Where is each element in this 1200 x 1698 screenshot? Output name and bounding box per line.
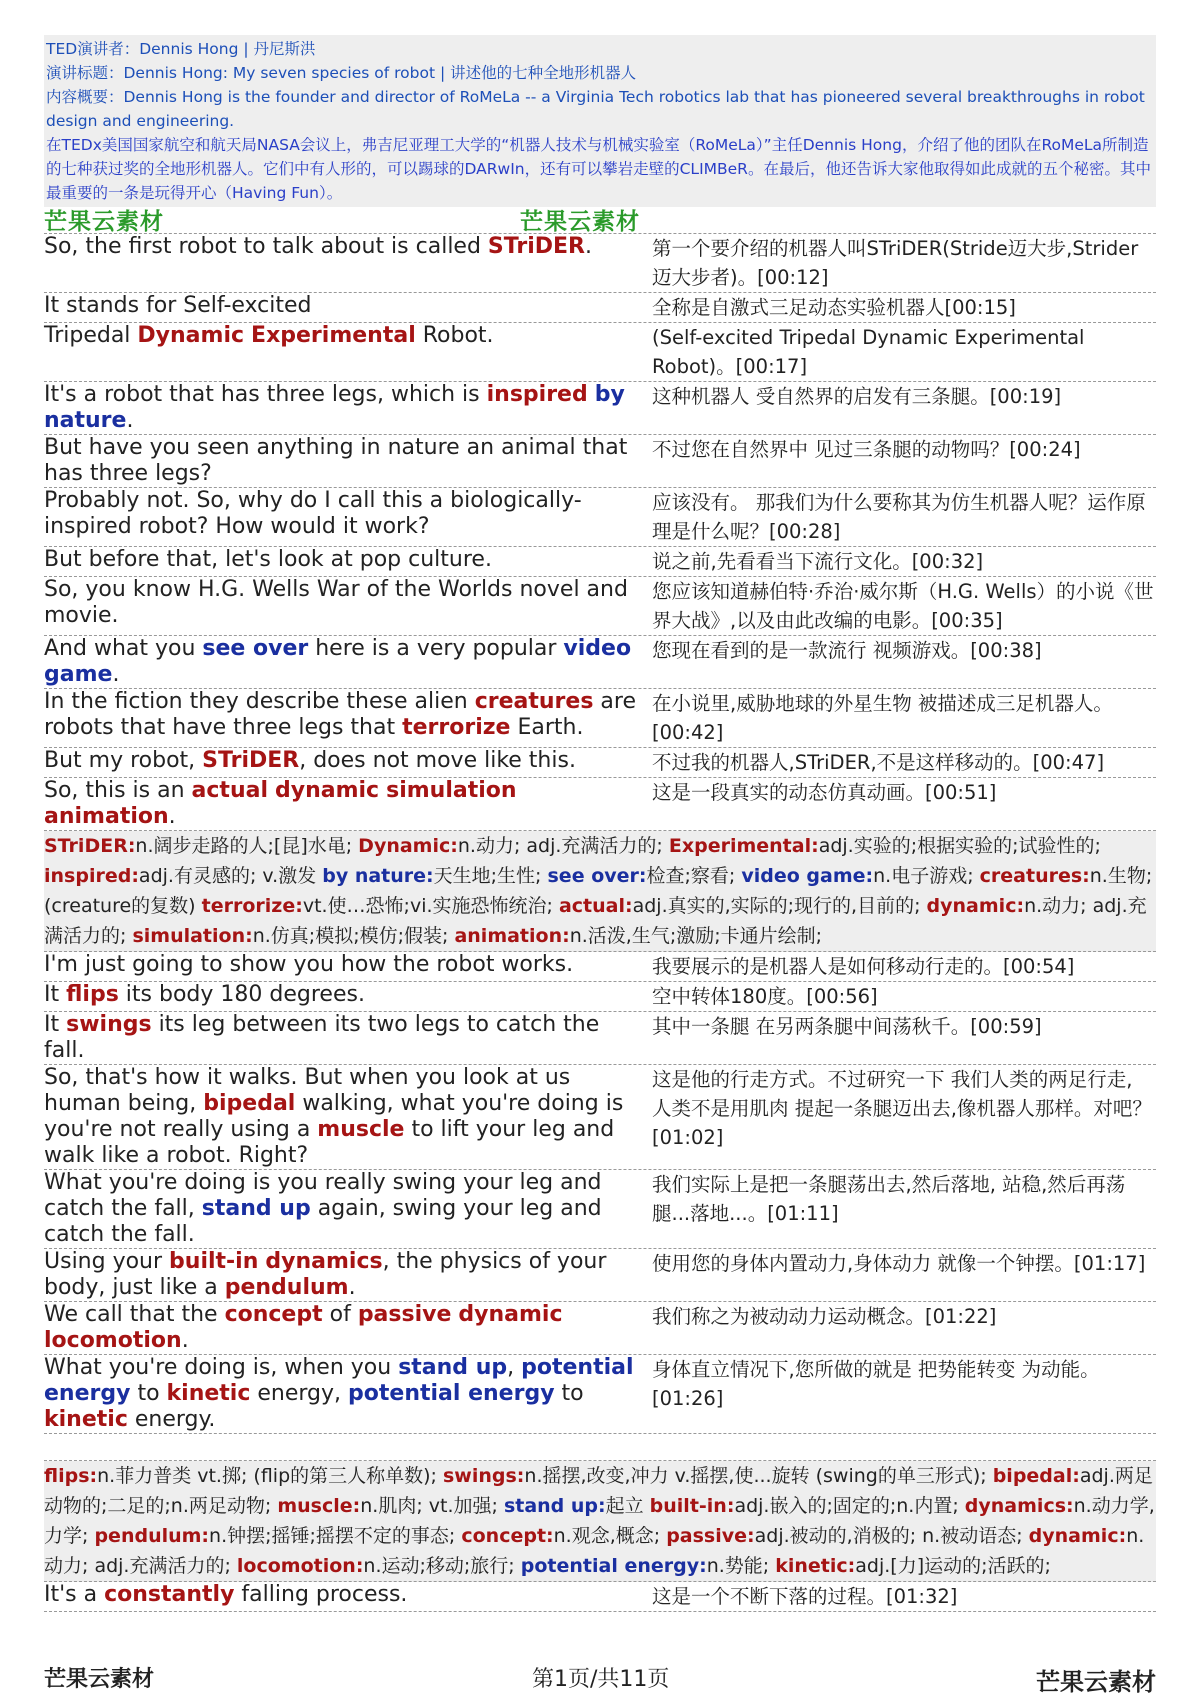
- english-sentence: [44, 1065, 650, 1169]
- chinese-translation: 我们称之为被动动力运动概念。[01:22]: [652, 1305, 997, 1328]
- sentence-text: What you're doing is you really swing your leg and catch the fall,: [44, 1170, 602, 1221]
- english-sentence: [44, 748, 650, 777]
- sentence-text: So, this is an: [44, 778, 192, 803]
- vocab-word: STriDER:: [44, 835, 136, 857]
- vocab-word: locomotion:: [236, 1555, 364, 1577]
- chinese-translation: 这是一段真实的动态仿真动画。[00:51]: [652, 781, 997, 804]
- keyword: potential energy: [348, 1381, 555, 1406]
- transcript-row: [44, 293, 1156, 323]
- chinese-translation: 您应该知道赫伯特·乔治·威尔斯（H.G. Wells）的小说《世界大战》,以及由此改编的电影。[00:35]: [652, 580, 1154, 632]
- english-sentence: [44, 952, 650, 981]
- english-sentence: [44, 435, 650, 487]
- vocab-word: terrorize:: [201, 895, 303, 917]
- vocab-word: stand up:: [503, 1495, 606, 1517]
- transcript-row: [44, 1065, 1156, 1170]
- sentence-text: are robots that have three legs that: [44, 689, 636, 740]
- transcript-row: [44, 1249, 1156, 1302]
- keyword: inspired: [486, 382, 588, 407]
- sentence-text: .: [168, 804, 176, 829]
- sentence-text: What you're doing is, when you: [44, 1355, 399, 1380]
- sentence-text: its leg between its two legs to catch the fall.: [44, 1012, 600, 1063]
- transcript-row: [44, 748, 1156, 778]
- vocab-word: flips:: [44, 1465, 98, 1487]
- keyword: kinetic: [166, 1381, 251, 1406]
- chinese-translation: 这种机器人 受自然界的启发有三条腿。[00:19]: [652, 385, 1062, 408]
- vocab-definition: 天生地;生性;: [433, 865, 548, 887]
- vocab-definition: adj.[力]运动的;活跃的;: [855, 1555, 1051, 1577]
- keyword: STriDER: [202, 748, 300, 773]
- sentence-text: But my robot,: [44, 748, 203, 773]
- page-footer: [44, 1662, 1156, 1696]
- keyword: actual: [191, 778, 268, 803]
- vocab-word: pendulum:: [94, 1525, 210, 1547]
- sentence-text: So, that's how it walks. But when you look at us human being,: [44, 1065, 571, 1116]
- vocab-definition: n.动力学,力学;: [44, 1495, 1155, 1547]
- footer-watermark-left: 芒果云素材: [44, 1667, 155, 1692]
- sentence-text: .: [112, 662, 120, 687]
- vocab-word: dynamics:: [964, 1495, 1074, 1517]
- vocab-word: dynamic:: [1028, 1525, 1127, 1547]
- vocab-definition: n.活泼,生气;激励;卡通片绘制;: [569, 925, 823, 947]
- vocab-word: built-in:: [649, 1495, 735, 1517]
- vocab-definition: n.势能;: [706, 1555, 776, 1577]
- sentence-text: So, you know H.G. Wells War of the Worlds novel and movie.: [44, 577, 628, 628]
- english-sentence: [44, 488, 650, 546]
- document-page: [44, 35, 1156, 1612]
- english-sentence: [44, 293, 650, 322]
- page-number: 第1页/共11页: [532, 1667, 670, 1692]
- vocab-definition: n.电子游戏;: [873, 865, 980, 887]
- vocab-definition: n.摇摆,改变,冲力 v.摇摆,使...旋转 (swing的单三形式);: [524, 1465, 993, 1487]
- header-block: [44, 35, 1156, 207]
- vocab-word: inspired:: [44, 865, 139, 887]
- transcript-row: [44, 689, 1156, 748]
- vocab-definition: vt.使…恐怖;vi.实施恐怖统治;: [302, 895, 559, 917]
- vocab-definition: adj.真实的,实际的;现行的,目前的;: [632, 895, 927, 917]
- keyword: kinetic: [44, 1407, 128, 1432]
- sentence-text: [268, 778, 275, 803]
- sentence-text: here is a very popular: [308, 636, 564, 661]
- transcript-row: [44, 234, 1156, 293]
- keyword: terrorize: [402, 715, 511, 740]
- sentence-text: In the fiction they describe these alien: [44, 689, 475, 714]
- vocab-definition: adj.嵌入的;固定的;n.内置;: [734, 1495, 965, 1517]
- english-sentence: [44, 382, 650, 434]
- english-sentence: [44, 234, 650, 292]
- sentence-text: .: [584, 234, 592, 259]
- vocab-word: muscle:: [277, 1495, 361, 1517]
- chinese-translation: 不过我的机器人,STriDER,不是这样移动的。[00:47]: [652, 751, 1105, 774]
- watermark-row: [44, 207, 1156, 234]
- summary-line: 内容概要：Dennis Hong is the founder and director of RoMeLa -- a Virginia Tech robotics lab that has pioneered several breakthroughs in robot design and engineering.: [46, 88, 1145, 130]
- vocab-definition: n.阔步走路的人;[昆]水黾;: [135, 835, 359, 857]
- transcript-row: [44, 1170, 1156, 1249]
- vocab-word: simulation:: [132, 925, 253, 947]
- sentence-text: But before that, let's look at pop culture.: [44, 547, 492, 572]
- keyword: pendulum: [224, 1275, 349, 1300]
- chinese-translation: 使用您的身体内置动力,身体动力 就像一个钟摆。[01:17]: [652, 1252, 1146, 1275]
- vocab-block-1: [44, 831, 1156, 952]
- sentence-text: Using your: [44, 1249, 170, 1274]
- sentence-text: energy.: [127, 1407, 216, 1432]
- chinese-translation: 空中转体180度。[00:56]: [652, 985, 878, 1008]
- sentence-text: to: [554, 1381, 584, 1406]
- vocab-word: potential energy:: [520, 1555, 707, 1577]
- keyword: muscle: [317, 1117, 405, 1142]
- sentence-text: of: [322, 1302, 358, 1327]
- transcript-row: [44, 547, 1156, 577]
- chinese-translation: 其中一条腿 在另两条腿中间荡秋千。[00:59]: [652, 1015, 1042, 1038]
- sentence-text: Tripedal: [44, 323, 138, 348]
- keyword: flips: [66, 982, 119, 1007]
- vocab-definition: adj.有灵感的; v.激发: [138, 865, 323, 887]
- keyword: dynamic: [275, 778, 380, 803]
- sentence-text: Earth.: [510, 715, 584, 740]
- transcript-row: [44, 1355, 1156, 1434]
- vocab-definition: n.动力; adj.充满活力的;: [44, 1525, 1145, 1577]
- english-sentence: [44, 577, 650, 635]
- chinese-translation: 不过您在自然界中 见过三条腿的动物吗？[00:24]: [652, 438, 1081, 461]
- english-sentence: [44, 1170, 650, 1248]
- sentence-text: walking, what you're doing is you're not really using a: [44, 1091, 624, 1142]
- sentence-text: again, swing your leg and catch the fall.: [44, 1196, 602, 1247]
- sentence-text: energy,: [250, 1381, 349, 1406]
- english-sentence: [44, 323, 650, 381]
- vocab-definition: adj.两足动物的;二足的;n.两足动物;: [44, 1465, 1153, 1517]
- english-sentence: [44, 1302, 650, 1354]
- vocab-word: actual:: [558, 895, 633, 917]
- transcript-row: [44, 778, 1156, 831]
- chinese-translation: 身体直立情况下,您所做的就是 把势能转变 为动能。[01:26]: [652, 1358, 1100, 1410]
- transcript-row: [44, 636, 1156, 689]
- chinese-translation: 我要展示的是机器人是如何移动行走的。[00:54]: [652, 955, 1075, 978]
- english-sentence: [44, 778, 650, 830]
- keyword: built-in: [169, 1249, 259, 1274]
- vocab-word: passive:: [666, 1525, 755, 1547]
- transcript-row: [44, 1582, 1156, 1612]
- transcript-section-2: [44, 952, 1156, 1434]
- keyword: by nature: [44, 382, 625, 433]
- vocab-definition: n.菲力普类 vt.掷; (flip的第三人称单数);: [97, 1465, 443, 1487]
- english-sentence: [44, 1249, 650, 1301]
- vocab-definition: n.动力; adj.充满活力的;: [457, 835, 669, 857]
- keyword: stand up: [201, 1196, 311, 1221]
- transcript-row: [44, 952, 1156, 982]
- keyword: passive: [357, 1302, 452, 1327]
- summary-cn-line: 在TEDx美国国家航空和航天局NASA会议上，弗吉尼亚理工大学的“机器人技术与机械实验室（RoMeLa）”主任Dennis Hong，介绍了他的团队在RoMeLa所制造的七种获过奖的全地形机器人。它们中有人形的，可以踢球的DARwIn，还有可以攀岩走壁的CLIMBeR。在最后，他还告诉大家他取得如此成就的五个秘密。其中最重要的一条是玩得开心（Having Fun）。: [46, 136, 1151, 202]
- sentence-text: .: [126, 408, 134, 433]
- watermark-center: 芒果云素材: [520, 209, 640, 235]
- sentence-text: [244, 323, 251, 348]
- sentence-text: .: [181, 1328, 189, 1353]
- vocab-word: creatures:: [979, 865, 1090, 887]
- sentence-text: And what you: [44, 636, 203, 661]
- transcript-row: [44, 488, 1156, 547]
- keyword: stand up: [398, 1355, 508, 1380]
- sentence-text: It's a: [44, 1582, 105, 1607]
- sentence-text: , does not move like this.: [299, 748, 576, 773]
- sentence-text: Probably not. So, why do I call this a biologically-inspired robot? How would it work?: [44, 488, 582, 539]
- chinese-translation: 全称是自激式三足动态实验机器人[00:15]: [652, 296, 1016, 319]
- vocab-definition: n.生物; (creature的复数): [44, 865, 1153, 917]
- keyword: locomotion: [44, 1328, 182, 1353]
- keyword: constantly: [104, 1582, 235, 1607]
- chinese-translation: 这是一个不断下落的过程。[01:32]: [652, 1585, 958, 1608]
- vocab-definition: n.运动;移动;旅行;: [363, 1555, 521, 1577]
- chinese-translation: 第一个要介绍的机器人叫STriDER(Stride迈大步,Strider迈大步者)。[00:12]: [652, 237, 1139, 289]
- transcript-row: [44, 1012, 1156, 1065]
- vocab-definition: n.动力; adj.充满活力的;: [44, 895, 1147, 947]
- transcript-section-3: [44, 1582, 1156, 1612]
- keyword: see over: [202, 636, 309, 661]
- keyword: Dynamic: [137, 323, 245, 348]
- vocab-word: see over:: [547, 865, 647, 887]
- vocab-word: concept:: [461, 1525, 554, 1547]
- vocab-definition: n.观念,概念;: [553, 1525, 667, 1547]
- vocab-definition: n.肌肉; vt.加强;: [360, 1495, 504, 1517]
- keyword: video game: [44, 636, 632, 687]
- sentence-text: So, the first robot to talk about is called: [44, 234, 488, 259]
- english-sentence: [44, 547, 650, 576]
- sentence-text: its body 180 degrees.: [118, 982, 365, 1007]
- vocab-block-2: [44, 1461, 1156, 1582]
- sentence-text: .: [348, 1275, 356, 1300]
- keyword: concept: [224, 1302, 323, 1327]
- transcript-row: [44, 435, 1156, 488]
- vocab-definition: adj.被动的,消极的; n.被动语态;: [754, 1525, 1029, 1547]
- section-gap: [44, 1434, 1156, 1461]
- keyword: dynamic: [458, 1302, 563, 1327]
- english-sentence: [44, 689, 650, 747]
- transcript-row: [44, 982, 1156, 1012]
- vocab-word: Experimental:: [668, 835, 819, 857]
- sentence-text: to lift your leg and walk like a robot. Right?: [44, 1117, 615, 1168]
- transcript-row: [44, 382, 1156, 435]
- sentence-text: Robot.: [415, 323, 494, 348]
- sentence-text: falling process.: [234, 1582, 408, 1607]
- keyword: bipedal: [203, 1091, 296, 1116]
- vocab-definition: n.钟摆;摇锤;摇摆不定的事态;: [209, 1525, 462, 1547]
- transcript-row: [44, 577, 1156, 636]
- sentence-text: I'm just going to show you how the robot works.: [44, 952, 574, 977]
- vocab-definition: adj.实验的;根据实验的;试验性的;: [818, 835, 1101, 857]
- english-sentence: [44, 982, 650, 1011]
- watermark-left: 芒果云素材: [44, 209, 164, 235]
- english-sentence: [44, 1355, 650, 1433]
- sentence-text: It stands for Self-excited: [44, 293, 312, 318]
- vocab-word: by nature:: [322, 865, 434, 887]
- speaker-line: TED演讲者：Dennis Hong | 丹尼斯洪: [46, 40, 316, 58]
- sentence-text: It: [44, 1012, 67, 1037]
- chinese-translation: (Self-excited Tripedal Dynamic Experimental Robot)。[00:17]: [652, 326, 1085, 378]
- english-sentence: [44, 1012, 650, 1064]
- vocab-definition: n.仿真;模拟;模仿;假装;: [252, 925, 455, 947]
- chinese-translation: 我们实际上是把一条腿荡出去,然后落地, 站稳,然后再荡腿...落地...。[01:11]: [652, 1173, 1126, 1225]
- vocab-word: dynamic:: [926, 895, 1025, 917]
- chinese-translation: 应该没有。 那我们为什么要称其为仿生机器人呢？运作原理是什么呢？[00:28]: [652, 491, 1146, 543]
- transcript-row: [44, 1302, 1156, 1355]
- vocab-word: video game:: [741, 865, 874, 887]
- chinese-translation: 您现在看到的是一款流行 视频游戏。[00:38]: [652, 639, 1042, 662]
- vocab-definition: 检查;察看;: [646, 865, 742, 887]
- english-sentence: [44, 636, 650, 688]
- chinese-translation: 说之前,先看看当下流行文化。[00:32]: [652, 550, 984, 573]
- sentence-text: But have you seen anything in nature an animal that has three legs?: [44, 435, 628, 486]
- chinese-translation: 在小说里,威胁地球的外星生物 被描述成三足机器人。[00:42]: [652, 692, 1113, 744]
- keyword: creatures: [474, 689, 594, 714]
- transcript-row: [44, 323, 1156, 382]
- title-line: 演讲标题：Dennis Hong: My seven species of robot | 讲述他的七种全地形机器人: [46, 64, 637, 82]
- sentence-text: It's a robot that has three legs, which is: [44, 382, 487, 407]
- vocab-word: kinetic:: [775, 1555, 856, 1577]
- english-sentence: [44, 1582, 650, 1611]
- vocab-word: Dynamic:: [358, 835, 458, 857]
- footer-watermark-right: 芒果云素材: [1036, 1668, 1156, 1696]
- keyword: animation: [44, 804, 169, 829]
- keyword: STriDER: [487, 234, 585, 259]
- vocab-word: animation:: [454, 925, 570, 947]
- transcript-section-1: [44, 234, 1156, 831]
- keyword: potential energy: [44, 1355, 634, 1406]
- sentence-text: [588, 382, 595, 407]
- sentence-text: We call that the: [44, 1302, 225, 1327]
- keyword: Experimental: [251, 323, 416, 348]
- keyword: simulation: [386, 778, 517, 803]
- vocab-word: bipedal:: [992, 1465, 1080, 1487]
- sentence-text: , the physics of your body, just like a: [44, 1249, 607, 1300]
- sentence-text: to: [130, 1381, 167, 1406]
- keyword: dynamics: [265, 1249, 383, 1274]
- vocab-word: swings:: [442, 1465, 525, 1487]
- vocab-definition: 起立: [605, 1495, 650, 1517]
- sentence-text: ,: [507, 1355, 522, 1380]
- keyword: swings: [66, 1012, 152, 1037]
- sentence-text: It: [44, 982, 67, 1007]
- chinese-translation: 这是他的行走方式。不过研究一下 我们人类的两足行走, 人类不是用肌肉 提起一条腿迈出去,像机器人那样。对吧？[01:02]: [652, 1068, 1152, 1149]
